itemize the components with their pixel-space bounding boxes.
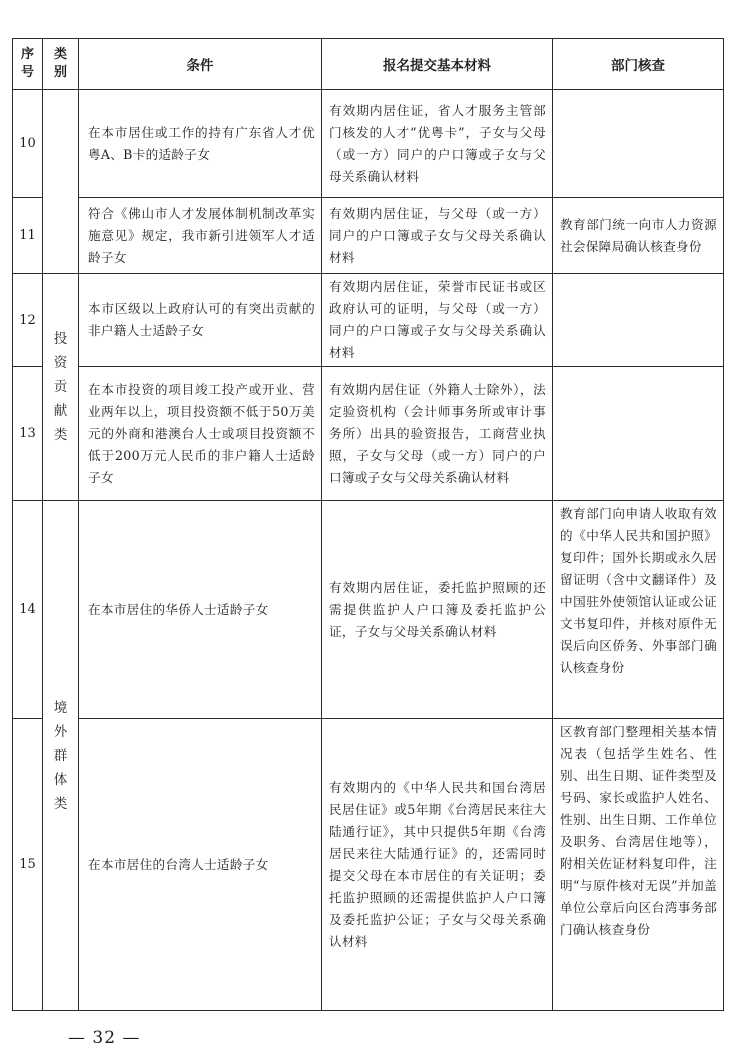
header-materials: 报名提交基本材料 — [322, 39, 553, 90]
materials-cell: 有效期内的《中华人民共和国台湾居民居住证》或5年期《台湾居民来往大陆通行证》，其中只提供5年期《台湾居民来往大陆通行证》的，还需同时提交父母在本市居住的有关证明；委托监护照顾的还需提供监护人户口簿及委托监护公证；子女与父母关系确认材料 — [322, 719, 553, 1011]
table-row — [13, 367, 724, 501]
condition-cell: 在本市投资的项目竣工投产或开业、营业两年以上，项目投资额不低于50万美元的外商和港澳台人士或项目投资额不低于200万元人民币的非户籍人士适龄子女 — [79, 367, 322, 501]
materials-cell: 有效期内居住证，委托监护照顾的还需提供监护人户口簿及委托监护公证，子女与父母关系确认材料 — [322, 501, 553, 719]
check-cell — [553, 274, 724, 367]
condition-cell: 在本市居住或工作的持有广东省人才优粤A、B卡的适龄子女 — [79, 90, 322, 198]
header-condition: 条件 — [79, 39, 322, 90]
condition-cell: 本市区级以上政府认可的有突出贡献的非户籍人士适龄子女 — [79, 274, 322, 367]
materials-cell: 有效期内居住证，省人才服务主管部门核发的人才“优粤卡”，子女与父母（或一方）同户的户口簿或子女与父母关系确认材料 — [322, 90, 553, 198]
materials-cell: 有效期内居住证，荣誉市民证书或区政府认可的证明，与父母（或一方）同户的户口簿或子女与父母关系确认材料 — [322, 274, 553, 367]
row-number: 11 — [13, 198, 43, 274]
row-number: 12 — [13, 274, 43, 367]
table-header-row — [13, 39, 724, 90]
condition-cell: 在本市居住的华侨人士适龄子女 — [79, 501, 322, 719]
materials-cell: 有效期内居住证，与父母（或一方）同户的户口簿或子女与父母关系确认材料 — [322, 198, 553, 274]
table-row — [13, 719, 724, 1011]
materials-cell: 有效期内居住证（外籍人士除外），法定验资机构（会计师事务所或审计事务所）出具的验资报告，工商营业执照，子女与父母（或一方）同户的户口簿或子女与父母关系确认材料 — [322, 367, 553, 501]
check-cell — [553, 90, 724, 198]
category-cell-investment: 投资贡献类 — [43, 274, 79, 501]
check-cell: 教育部门统一向市人力资源社会保障局确认核查身份 — [553, 198, 724, 274]
admission-conditions-table — [12, 38, 724, 1011]
row-number: 15 — [13, 719, 43, 1011]
page-number: — 32 — — [68, 1028, 141, 1048]
table-row — [13, 501, 724, 719]
header-category: 类别 — [43, 39, 79, 90]
row-number: 14 — [13, 501, 43, 719]
table-row — [13, 90, 724, 198]
check-cell — [553, 367, 724, 501]
condition-cell: 在本市居住的台湾人士适龄子女 — [79, 719, 322, 1011]
condition-cell: 符合《佛山市人才发展体制机制改革实施意见》规定，我市新引进领军人才适龄子女 — [79, 198, 322, 274]
check-cell: 教育部门向申请人收取有效的《中华人民共和国护照》复印件；国外长期或永久居留证明（含中文翻译件）及中国驻外使领馆认证或公证文书复印件，并核对原件无误后向区侨务、外事部门确认核查身份 — [553, 501, 724, 719]
row-number: 10 — [13, 90, 43, 198]
table-row — [13, 198, 724, 274]
header-check: 部门核查 — [553, 39, 724, 90]
document-table-container — [12, 38, 723, 1011]
category-cell-overseas: 境外群体类 — [43, 501, 79, 1011]
table-row — [13, 274, 724, 367]
header-seq: 序号 — [13, 39, 43, 90]
category-cell-empty — [43, 90, 79, 274]
check-cell: 区教育部门整理相关基本情况表（包括学生姓名、性别、出生日期、证件类型及号码、家长或监护人姓名、性别、出生日期、工作单位及职务、台湾居住地等），附相关佐证材料复印件，注明“与原件核对无误”并加盖单位公章后向区台湾事务部门确认核查身份 — [553, 719, 724, 1011]
row-number: 13 — [13, 367, 43, 501]
